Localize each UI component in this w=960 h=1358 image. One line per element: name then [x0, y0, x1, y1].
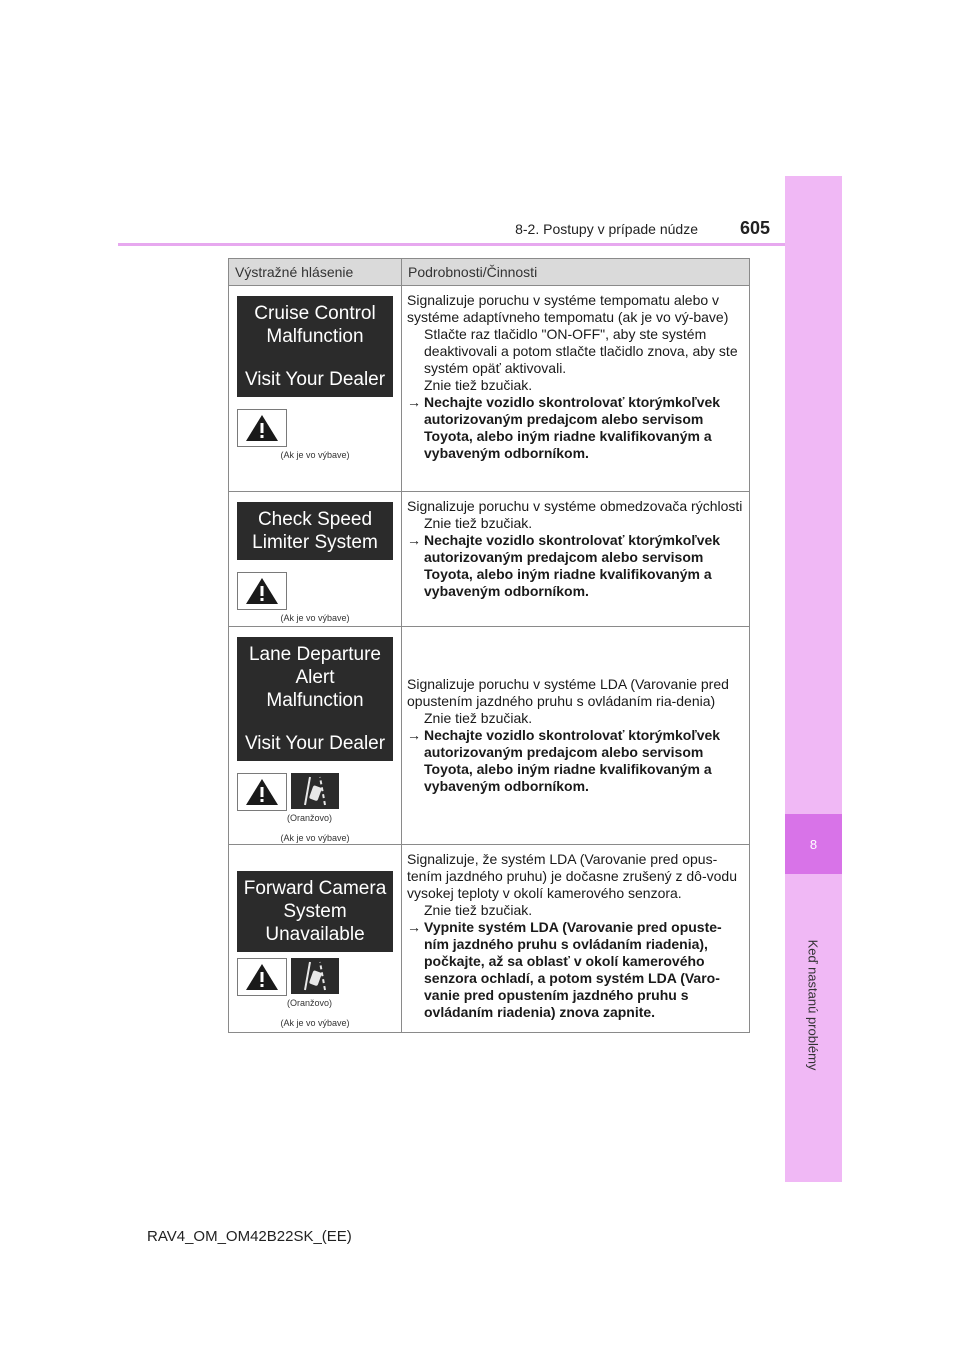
detail-text: Signalizuje poruchu v systéme obmedzovača rýchlosti	[407, 498, 743, 514]
details-cell	[402, 845, 750, 1033]
sub-text: Znie tiež bzučiak.	[424, 515, 533, 531]
page-number: 605	[740, 218, 771, 238]
action-label: Nechajte vozidlo skontrolovať ktorýmkoľvek autorizovaným predajcom alebo servisom Toyota, alebo iným riadne kvalifikovaným a vybaveným odborníkom.	[424, 532, 721, 599]
warning-triangle-icon	[237, 773, 287, 811]
color-note: (Oranžovo)	[287, 998, 333, 1008]
multi-info-display	[237, 871, 393, 952]
details-cell	[402, 286, 750, 492]
arrow-icon: →	[407, 919, 421, 935]
table-row	[229, 627, 750, 845]
display-line: Malfunction	[266, 326, 364, 347]
arrow-icon: →	[407, 394, 421, 410]
column-header-details: Podrobnosti/Činnosti	[402, 259, 750, 286]
table-header-row	[229, 259, 750, 286]
display-line: Alert	[295, 667, 335, 688]
display-line: Lane Departure	[248, 644, 382, 665]
details-cell	[402, 492, 750, 627]
display-line: Visit Your Dealer	[244, 369, 386, 390]
display-line: System	[283, 901, 347, 922]
chapter-number-box	[785, 814, 842, 874]
display-line: Cruise Control	[254, 303, 376, 324]
message-cell	[229, 845, 402, 1033]
action-text	[407, 919, 743, 1021]
message-cell	[229, 492, 402, 627]
warning-triangle-icon	[237, 958, 287, 996]
warning-triangle-icon	[237, 572, 287, 610]
table-row	[229, 286, 750, 492]
display-line: Malfunction	[266, 690, 364, 711]
message-cell	[229, 627, 402, 845]
warning-triangle-icon	[237, 409, 287, 447]
equipment-note: (Ak je vo výbave)	[280, 1018, 350, 1028]
header-section-title: 8-2. Postupy v prípade núdze	[515, 221, 698, 237]
details-cell	[402, 627, 750, 845]
message-cell	[229, 286, 402, 492]
table-row	[229, 845, 750, 1033]
action-text	[407, 532, 743, 600]
multi-info-display	[237, 296, 393, 397]
arrow-icon: →	[407, 727, 421, 743]
action-text	[407, 394, 743, 462]
action-label: Nechajte vozidlo skontrolovať ktorýmkoľvek autorizovaným predajcom alebo servisom Toyota, alebo iným riadne kvalifikovaným a vybaveným odborníkom.	[424, 394, 721, 461]
chapter-number: 8	[809, 836, 818, 852]
detail-text: Signalizuje poruchu v systéme tempomatu alebo v systéme adaptívneho tempomatu (ak je vo vý-bave)	[407, 292, 729, 325]
color-note: (Oranžovo)	[287, 813, 333, 823]
header-divider	[118, 243, 785, 246]
detail-text: Signalizuje poruchu v systéme LDA (Varovanie pred opustením jazdného pruhu s ovládaním ria-denia)	[407, 676, 729, 709]
action-text	[407, 727, 743, 795]
lane-departure-icon	[291, 958, 339, 994]
multi-info-display	[237, 502, 393, 560]
equipment-note: (Ak je vo výbave)	[280, 613, 350, 623]
detail-text: Signalizuje, že systém LDA (Varovanie pred opus-tením jazdného pruhu) je dočasne zrušený z dô-vodu vysokej teploty v okolí kamerového senzora.	[407, 851, 737, 901]
action-label: Vypnite systém LDA (Varovanie pred opuste-ním jazdného pruhu s ovládaním riadenia), počkajte, až sa oblasť v okolí kamerového senzora ochladí, a potom systém LDA (Varo-vanie pred opustením jazdného pruhu s ovládaním riadenia) znova zapnite.	[424, 919, 722, 1020]
warning-messages-table	[228, 258, 750, 1033]
arrow-icon: →	[407, 532, 421, 548]
chapter-title: Keď nastanú problémy	[805, 939, 821, 1071]
display-line: Forward Camera	[243, 878, 387, 899]
sub-text: Znie tiež bzučiak.	[424, 710, 533, 726]
display-line: Visit Your Dealer	[244, 733, 386, 754]
display-line: Limiter System	[252, 532, 378, 553]
display-line: Check Speed	[257, 509, 373, 530]
display-line: Unavailable	[265, 924, 365, 945]
equipment-note: (Ak je vo výbave)	[280, 450, 350, 460]
multi-info-display	[237, 637, 393, 761]
equipment-note: (Ak je vo výbave)	[280, 833, 350, 843]
table-row	[229, 492, 750, 627]
document-code: RAV4_OM_OM42B22SK_(EE)	[147, 1228, 352, 1245]
column-header-message: Výstražné hlásenie	[229, 259, 402, 286]
action-label: Nechajte vozidlo skontrolovať ktorýmkoľvek autorizovaným predajcom alebo servisom Toyota, alebo iným riadne kvalifikovaným a vybaveným odborníkom.	[424, 727, 721, 794]
lane-departure-icon	[291, 773, 339, 809]
sub-text: Stlačte raz tlačidlo "ON-OFF", aby ste systém deaktivovali a potom stlačte tlačidlo znova, aby ste systém opäť aktivovali.	[424, 326, 738, 376]
sub-text: Znie tiež bzučiak.	[424, 902, 533, 918]
buzzer-text: Znie tiež bzučiak.	[424, 377, 533, 393]
